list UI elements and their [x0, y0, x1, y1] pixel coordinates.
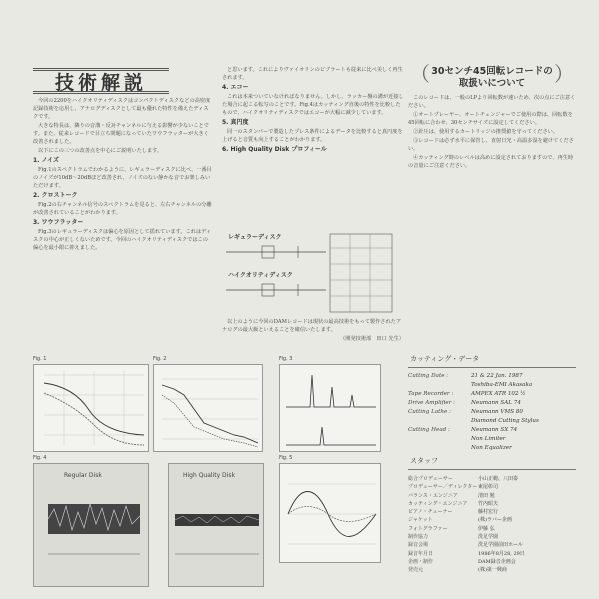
handling-paragraph: ③レコードは必ず水平に保管し、直射日光・高温多湿を避けてください。 — [408, 138, 574, 152]
section-text: Fig.1のスペクトラムでわかるように、レギュラーディスクに比べ、一番目のノイズが10dB〜20dBほど改善され、ノイズのない静かな音でお楽しみいただけます。 — [33, 167, 212, 189]
cutting-data-row — [408, 426, 576, 435]
cutting-data-value: Diamond Cutting Stylus — [471, 418, 539, 424]
section-heading-roundness: 5. 真円度 — [222, 119, 249, 126]
fig5-roundness — [279, 463, 381, 563]
fig4a-caption: Regular Disk — [64, 472, 102, 479]
staff-list — [408, 475, 576, 575]
handling-paragraph: ②針圧は、使用するカートリッジの推奨値を守ってください。 — [413, 129, 559, 135]
section-text: これは本来ついていなければなりません。しかし、ラッカー盤の溝が近接した場合に起こる転写のことです。Fig.4はカッティング直後の特性を比較したもので、ハイクオリティディスクではエコーが大幅に減少しています。 — [222, 94, 404, 116]
staff-role: バランス・エンジニア — [408, 492, 458, 499]
staff-name: 藤村宏行 — [478, 509, 499, 516]
fig2-crosstalk-spectrum — [153, 364, 263, 452]
intro-paragraph: 今回の2200をハイクオリティディスクはコンパクトディスクなどの高密度記録技術を応用し、アナログディスクとして最も優れた特性を備えたディスクです。 — [33, 98, 211, 120]
fig4-label: Fig. 4 — [33, 455, 47, 461]
cutting-data-row — [408, 408, 576, 417]
section-text: Fig.2の右チャンネル信号のスペクトラムを見ると、左右チャンネルの分離が改善されていることがわかります。 — [33, 202, 212, 216]
cutting-data-row — [408, 390, 576, 399]
staff-title: スタッフ — [408, 456, 576, 470]
cutting-data-value: Neumann SAL 74 — [471, 400, 521, 406]
continued-paragraph: と思います。これによりヴァイオリンのビブラートも従来に比べ美しく再生されます。 — [222, 67, 403, 81]
staff-row — [408, 566, 576, 574]
staff-name: 洗足学園 — [478, 534, 499, 541]
disk-profile-chart — [222, 230, 394, 314]
fig5-plot — [280, 464, 382, 564]
cutting-data-title: カッティング・データ — [408, 354, 576, 368]
cutting-data-value: Toshiba-EMI Akasaka — [471, 382, 533, 388]
section-heading-wow-flutter: 3. ワウフラッター — [33, 219, 84, 226]
section-heading-echo: 4. エコー — [222, 84, 249, 91]
cutting-data-list — [408, 372, 576, 453]
section-heading-profile: 6. High Quality Disk プロフィール — [222, 146, 327, 153]
cutting-data-row — [408, 381, 576, 390]
staff-role: ピアノ・チューナー — [408, 509, 453, 516]
main-title: 技術解説 — [33, 68, 169, 94]
cutting-data-key: Tape Recorder : — [408, 391, 454, 397]
cutting-data-key — [408, 417, 471, 426]
cutting-data-row — [408, 435, 576, 444]
tech-notes-outro — [222, 318, 404, 352]
staff-row — [408, 558, 576, 566]
staff-role: 総合プロデューサー — [408, 476, 453, 482]
paren-right: ） — [554, 62, 574, 86]
staff-role: プロデューサー／ディレクター — [408, 484, 478, 491]
staff-role: 制作協力 — [408, 534, 429, 541]
fig4a-regular-disk-echo — [33, 463, 149, 587]
staff-role: 録音会場 — [408, 542, 429, 549]
staff-role: ジャケット — [408, 517, 433, 524]
tech-notes-column-1 — [33, 97, 213, 354]
staff-row — [408, 516, 576, 524]
staff-role: 録音年月日 — [408, 550, 434, 557]
staff-name: 清田 勉 — [478, 492, 495, 499]
staff-row — [408, 550, 576, 558]
intro-paragraph: 以下にこの三つの改善点を中心にご説明いたします。 — [38, 148, 163, 154]
fig4b-caption: High Quality Disk — [183, 472, 235, 479]
cutting-data-value: Non Limiter — [471, 436, 506, 442]
handling-paragraph: このレコードは、一般のLPより回転数が速いため、次の点にご注意ください。 — [408, 95, 576, 109]
intro-paragraph: 大きな特長は、隣りの音溝・反対チャンネルに与える影響が少ないことです。また、従来レコードで目立ち問題になっていたワウフラッターが大きく改善されました。 — [33, 123, 209, 145]
staff-role: 企画・制作 — [408, 558, 434, 565]
regular-disk-label: レギュラーディスク — [228, 234, 282, 241]
fig1-plot — [34, 365, 150, 453]
cutting-data-key — [408, 435, 471, 444]
staff-name: (株)ラバー企画 — [478, 517, 512, 524]
author-signature: （開発技術部 田口 先生） — [340, 336, 404, 342]
staff-name: 1986年8月28, 29日 — [478, 550, 525, 557]
fig3-plot — [280, 365, 382, 453]
section-text: 同一のスタンパーで製造したプレス条件によるデータを比較すると真円度を上げると音質も向上することがわかります。 — [222, 129, 403, 143]
staff-row — [408, 525, 576, 533]
cutting-data-row — [408, 444, 576, 453]
fig2-label: Fig. 2 — [153, 356, 167, 362]
paren-left: （ — [410, 62, 430, 86]
cutting-data-value: Neumann SX 74 — [471, 427, 518, 433]
section-text: Fig.3のレギュラーディスクは偏心を原因として揺れています。これはディスクの中心が正しくないためです。今回のハイクオリティディスクではこの偏心を最小限に抑えました。 — [33, 229, 212, 251]
handling-title-line-2: 取扱いについて — [458, 78, 526, 89]
fig1-label: Fig. 1 — [33, 356, 47, 362]
fig4b-hq-disk-echo — [168, 463, 264, 587]
hq-disk-label: ハイクオリティディスク — [228, 272, 293, 279]
staff-name: 小山正範、八田泰 — [478, 476, 519, 482]
staff-role: フォトグラファー — [408, 525, 448, 532]
cutting-data-value: AMPEX ATR 102 ½ — [471, 391, 526, 397]
cutting-data-value: Non Equalizer — [471, 445, 512, 451]
handling-title — [408, 62, 576, 92]
outro-paragraph: 以上のように今回のDAMレコードは現状の最高技術をもって製作されたアナログの最大級といえることを確信いたします。 — [222, 319, 402, 333]
fig1-noise-spectrum — [33, 364, 149, 452]
fig4a-plot — [34, 464, 150, 588]
cutting-data-key — [408, 444, 471, 453]
cutting-data-key: Drive Amplifier : — [408, 400, 456, 406]
staff-row — [408, 500, 576, 508]
staff-name: 竹内昭夫 — [478, 500, 499, 507]
cutting-data-value: 21 & 22 Jan. 1987 — [471, 373, 523, 379]
handling-text-column — [408, 94, 576, 324]
staff-role: 発売元 — [408, 567, 424, 574]
cutting-data-key: Cutting Lathe : — [408, 409, 452, 415]
staff-row — [408, 541, 576, 549]
fig3-label: Fig. 3 — [279, 356, 293, 362]
staff-name: DAM録音企画会 — [478, 558, 516, 565]
fig5-label: Fig. 5 — [279, 455, 293, 461]
staff-row — [408, 508, 576, 516]
cutting-data-key — [408, 381, 471, 390]
cutting-data-row — [408, 417, 576, 426]
staff-row — [408, 533, 576, 541]
cutting-data-key: Cutting Head : — [408, 427, 450, 433]
staff-row — [408, 475, 576, 483]
handling-title-line-1: 30センチ45回転レコードの — [431, 66, 553, 77]
staff-row — [408, 492, 576, 500]
fig4b-plot — [169, 464, 265, 588]
profile-diagram — [222, 230, 394, 314]
section-heading-crosstalk: 2. クロストーク — [33, 192, 78, 199]
cutting-data-row — [408, 399, 576, 408]
cutting-data-value: Neumann VMS 80 — [471, 409, 523, 415]
staff-row — [408, 483, 576, 491]
fig2-plot — [154, 365, 264, 453]
fig3-wow-flutter — [279, 364, 381, 452]
staff-name: 伊藤 弘 — [478, 525, 495, 532]
handling-paragraph: ④カッティング時のレベルは高めに設定されておりますので、再生時の音量にご注意ください。 — [408, 155, 574, 169]
cutting-data-key: Cutting Date : — [408, 373, 449, 379]
staff-name: 洗足学園前田ホール — [478, 542, 523, 549]
cutting-data-row — [408, 372, 576, 381]
staff-name: 東尾彰司 — [478, 484, 499, 491]
staff-role: カッティング・エンジニア — [408, 500, 468, 507]
section-heading-noise: 1. ノイズ — [33, 157, 59, 164]
handling-paragraph: ①オートプレーヤー、オートチェンジャーでご使用の際は、回転数を45回転に合わせ、30センチサイズに設定してください。 — [408, 112, 573, 126]
staff-name: (株)第一興商 — [478, 567, 507, 574]
